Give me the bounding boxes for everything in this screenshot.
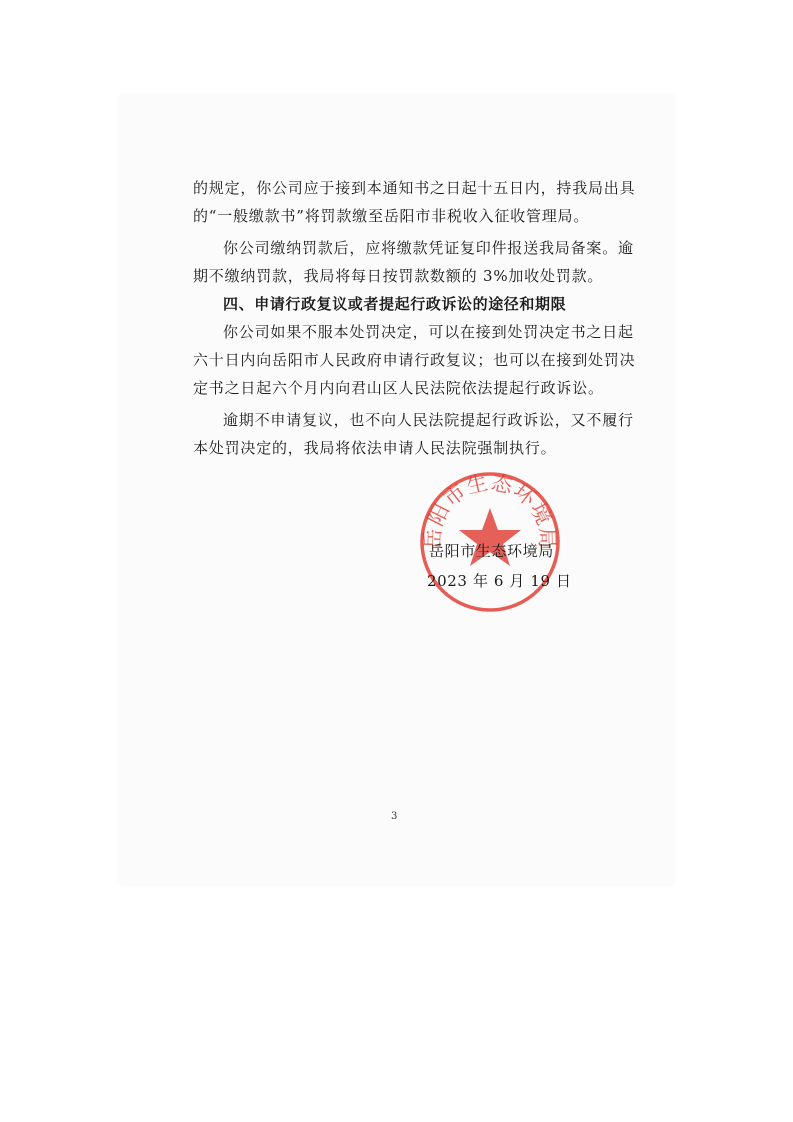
seal-text: 岳阳市生态环境局	[420, 470, 560, 550]
body-line-6: 你公司如果不服本处罚决定，可以在接到处罚决定书之日起	[223, 323, 634, 341]
body-line-1: 的规定，你公司应于接到本通知书之日起十五日内，持我局出具	[193, 179, 636, 197]
page-number: 3	[391, 811, 398, 822]
section-heading: 四、申请行政复议或者提起行政诉讼的途径和期限	[223, 295, 567, 313]
body-line-7: 六十日内向岳阳市人民政府申请行政复议；也可以在接到处罚决	[193, 351, 636, 369]
body-line-3: 你公司缴纳罚款后，应将缴款凭证复印件报送我局备案。逾	[223, 239, 634, 257]
body-line-4: 期不缴纳罚款，我局将每日按罚款数额的 3%加收处罚款。	[193, 267, 604, 285]
signature-date: 2023 年 6 月 19 日	[427, 572, 572, 590]
body-line-10: 本处罚决定的，我局将依法申请人民法院强制执行。	[193, 439, 557, 457]
body-line-8: 定书之日起六个月内向君山区人民法院依法提起行政诉讼。	[193, 379, 604, 397]
body-line-2: 的“一般缴款书”将罚款缴至岳阳市非税收入征收管理局。	[193, 207, 590, 225]
signature-org: 岳阳市生态环境局	[429, 542, 554, 560]
body-line-9: 逾期不申请复议，也不向人民法院提起行政诉讼，又不履行	[223, 411, 634, 429]
